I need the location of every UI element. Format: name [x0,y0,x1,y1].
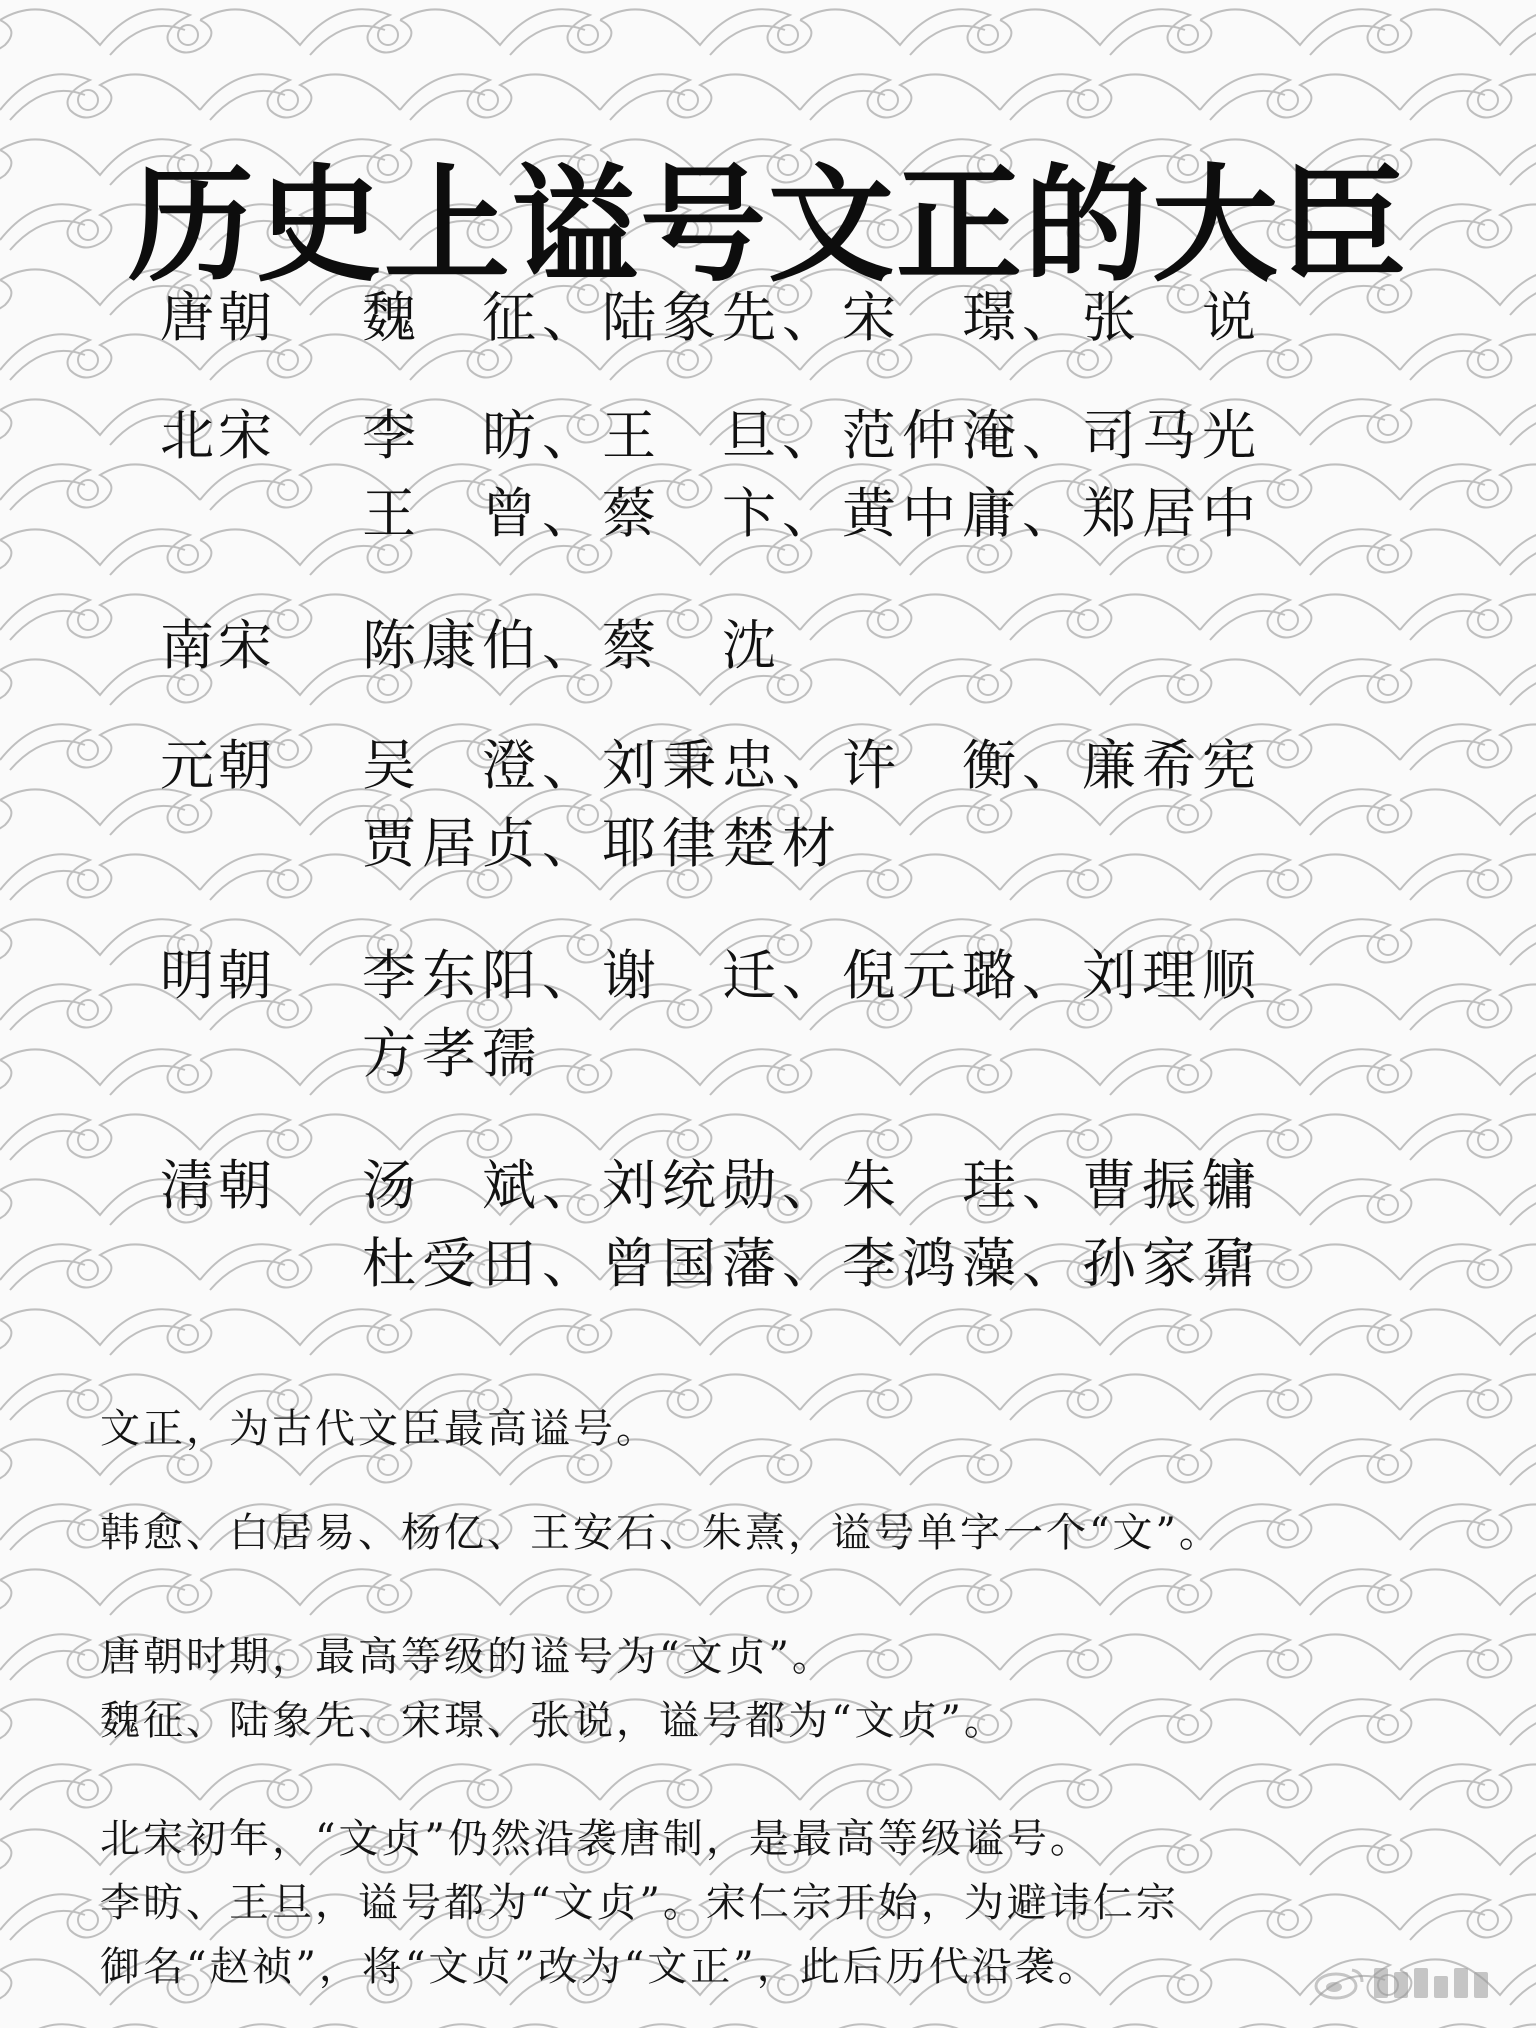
note-line: 韩愈、白居易、杨亿、王安石、朱熹，谥号单字一个“文”。 [100,1510,1222,1556]
dynasty-name: 明朝 [160,944,276,1007]
dynasty-officials-line: 吴 澄、刘秉忠、许 衡、廉希宪 [362,734,1262,797]
dynasty-officials-line: 汤 斌、刘统勋、朱 珪、曹振镛 [362,1154,1262,1217]
note-line: 唐朝时期，最高等级的谥号为“文贞”。 [100,1634,835,1680]
dynasty-name: 元朝 [160,734,276,797]
dynasty-officials-line: 王 曾、蔡 卞、黄中庸、郑居中 [362,482,1262,545]
dynasty-officials-line: 杜受田、曾国藩、李鸿藻、孙家鼐 [362,1232,1262,1295]
dynasty-officials-line: 方孝孺 [362,1022,542,1085]
note-line: 北宋初年，“文贞”仍然沿袭唐制，是最高等级谥号。 [100,1816,1093,1862]
note-line: 御名“赵祯”，将“文贞”改为“文正”，此后历代沿袭。 [100,1944,1101,1990]
watermark-text-blur [1374,1968,1488,1998]
note-line: 魏征、陆象先、宋璟、张说，谥号都为“文贞”。 [100,1698,1007,1744]
dynasty-officials-line: 李 昉、王 旦、范仲淹、司马光 [362,404,1262,467]
dynasty-name: 南宋 [160,614,276,677]
dynasty-officials-line: 贾居贞、耶律楚材 [362,812,842,875]
page-title: 历史上谥号文正的大臣 [128,151,1408,300]
watermark [1312,1966,1488,2000]
dynasty-name: 唐朝 [160,286,276,349]
note-line: 文正，为古代文臣最高谥号。 [100,1406,659,1452]
dynasty-officials-line: 魏 征、陆象先、宋 璟、张 说 [362,286,1262,349]
note-line: 李昉、王旦，谥号都为“文贞”。宋仁宗开始，为避讳仁宗 [100,1880,1179,1926]
dynasty-name: 北宋 [160,404,276,467]
dynasty-officials-line: 陈康伯、蔡 沈 [362,614,782,677]
weibo-logo-icon [1312,1966,1366,2000]
dynasty-officials-line: 李东阳、谢 迁、倪元璐、刘理顺 [362,944,1262,1007]
dynasty-name: 清朝 [160,1154,276,1217]
